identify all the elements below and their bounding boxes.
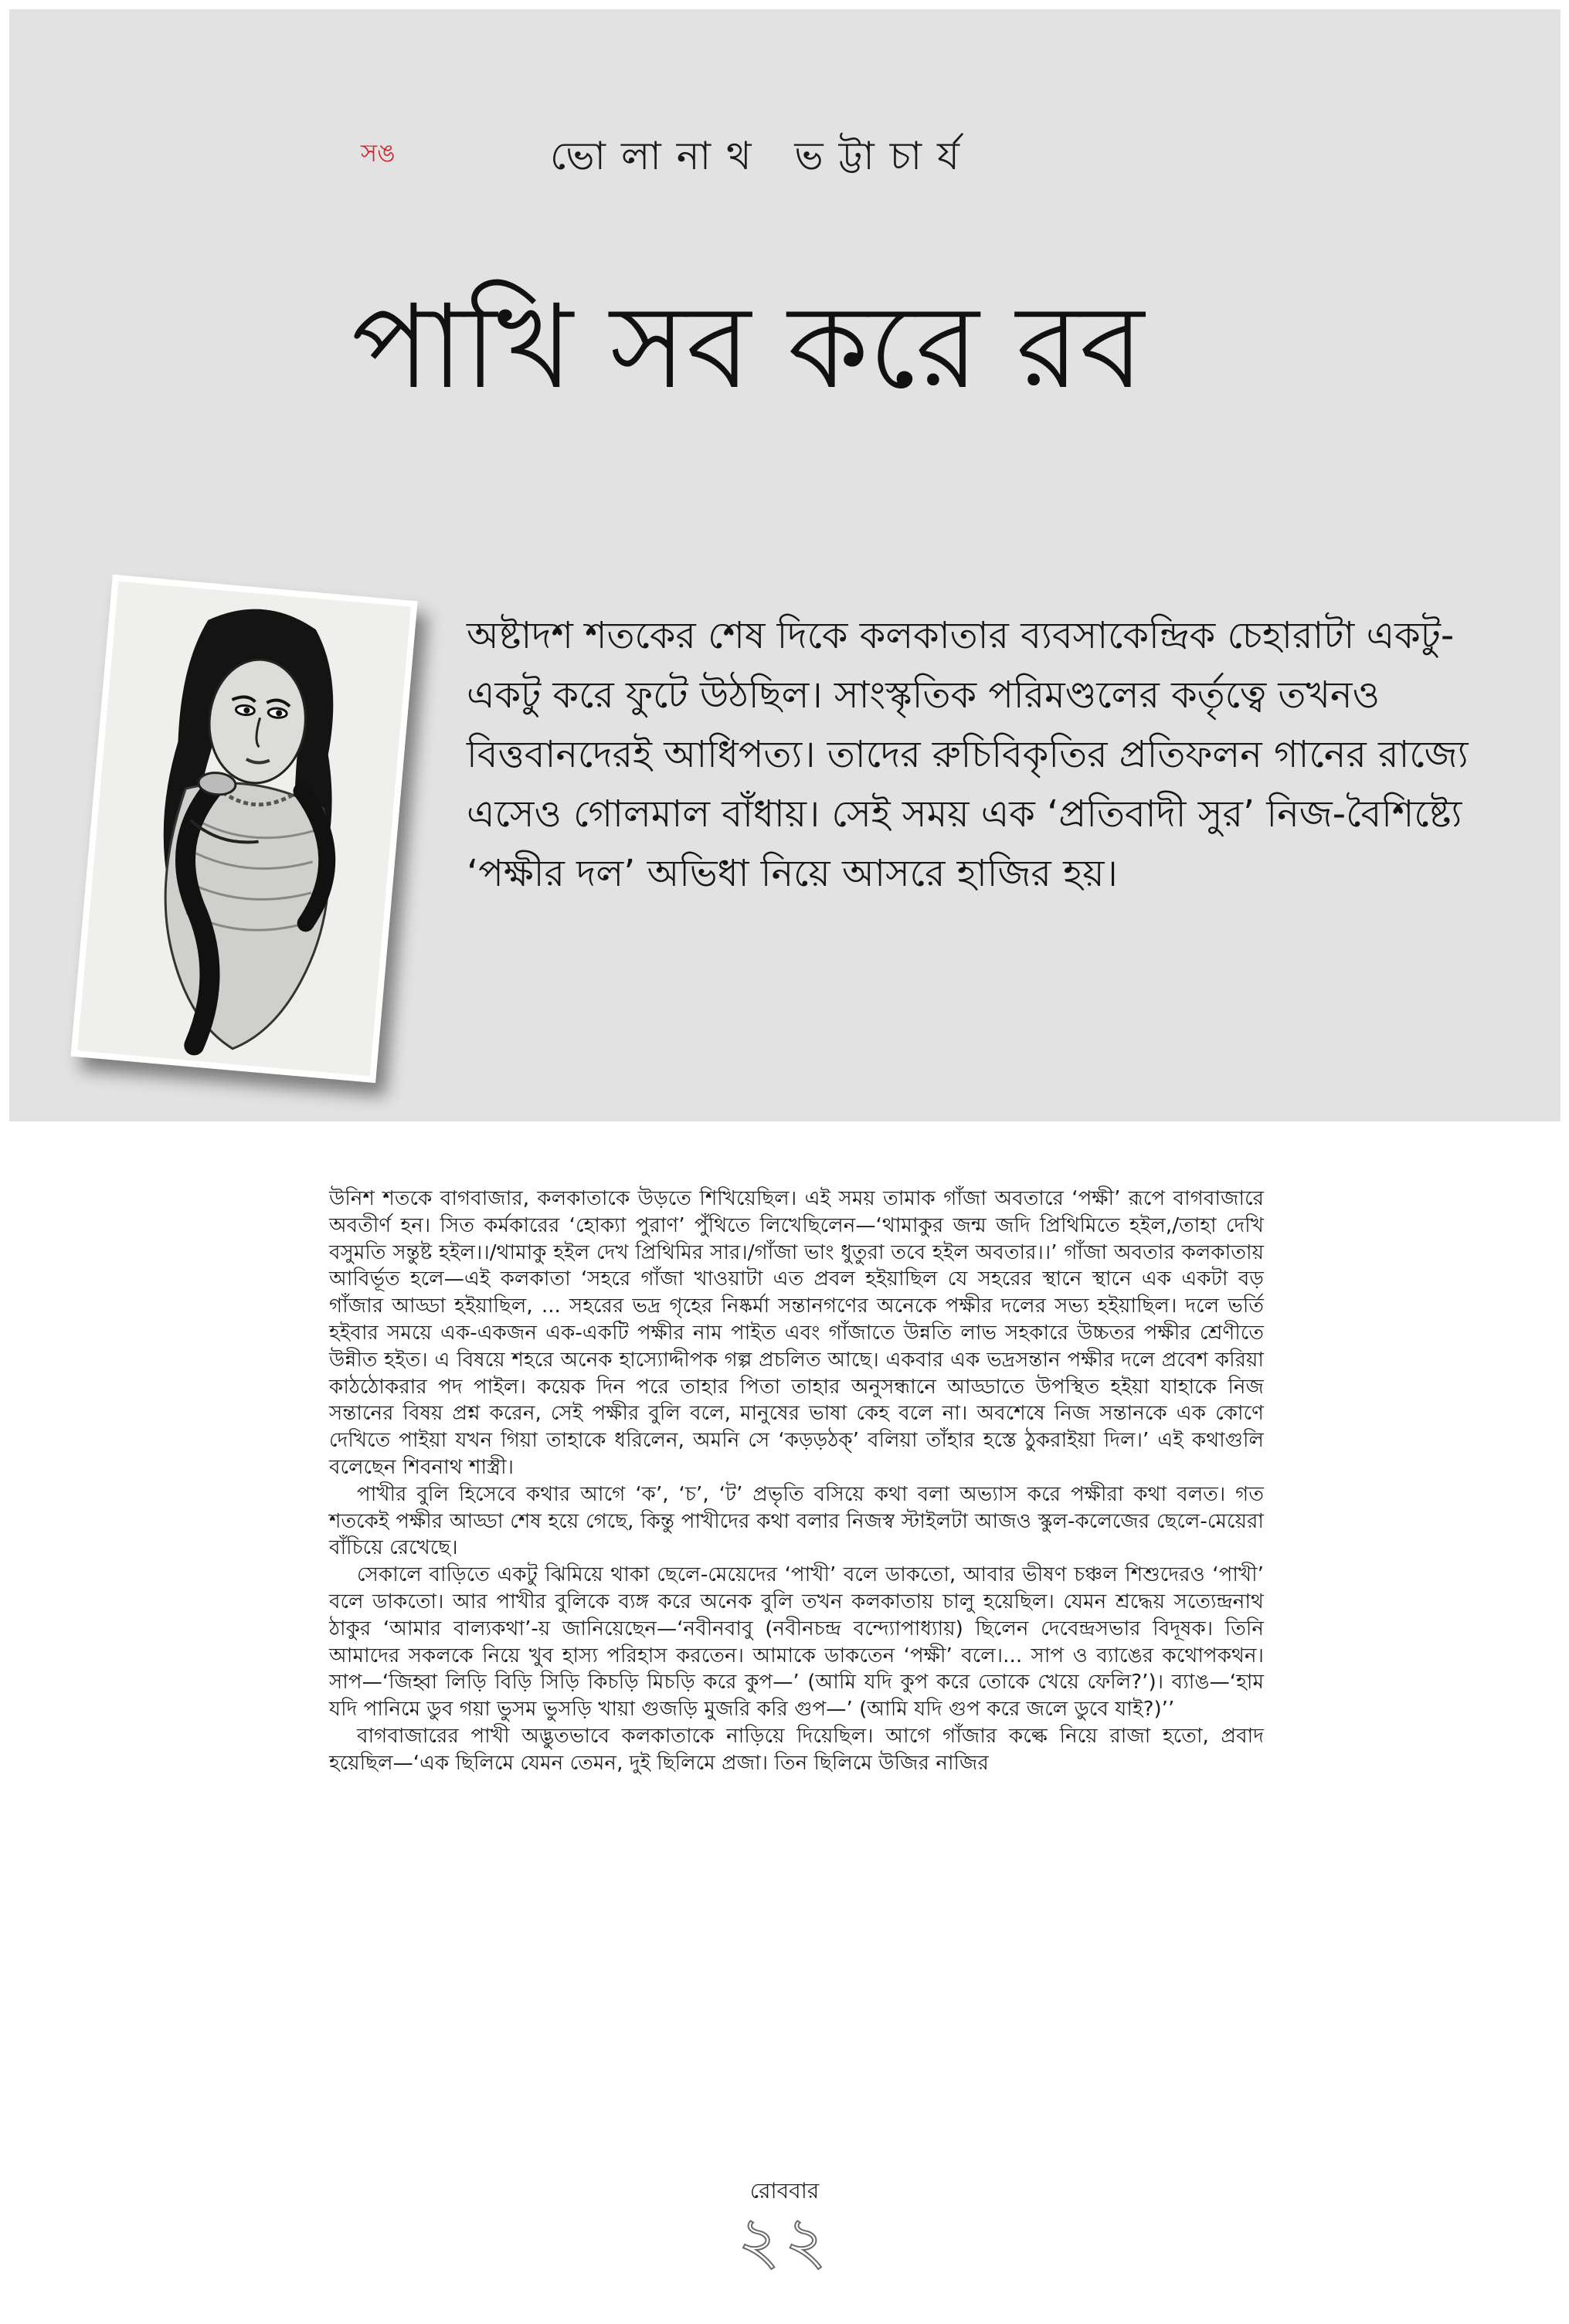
body-paragraph-2: পাখীর বুলি হিসেবে কথার আগে ‘ক’, ‘চ’, ‘ট’ প্রভৃতি বসিয়ে কথা বলা অভ্যাস করে পক্ষীরা কথা বলত। গত শতকেই পক্ষীর আড্ডা শেষ হয়ে গেছে, কিন্তু পাখীদের কথা বলার নিজস্ব স্টাইলটা আজও স্কুল-কলেজের ছেলে-মেয়েরা বাঁচিয়ে রেখেছে। [329,1482,1264,1560]
article-body [329,1186,1264,1777]
page-number: ২২ [737,2203,832,2278]
kalighat-painting-photo [70,575,417,1083]
intro-paragraph: অষ্টাদশ শতকের শেষ দিকে কলকাতার ব্যবসাকেন্দ্রিক চেহারাটা একটু-একটু করে ফুটে উঠছিল। সাংস্কৃতিক পরিমণ্ডলের কর্তৃত্বে তখনও বিত্তবানদেরই আধিপত্য। তাদের রুচিবিকৃতির প্রতিফলন গানের রাজ্যে এসেও গোলমাল বাঁধায়। সেই সময় এক ‘প্রতিবাদী সুর’ নিজ-বৈশিষ্ট্যে ‘পক্ষীর দল’ অভিধা নিয়ে আসরে হাজির হয়। [467,614,1469,895]
section-tag: সঙ [361,138,396,168]
body-paragraph-4: বাগবাজারের পাখী অদ্ভুতভাবে কলকাতাকে নাড়িয়ে দিয়েছিল। আগে গাঁজার কল্কে নিয়ে রাজা হতো, প্রবাদ হয়েছিল—‘এক ছিলিমে যেমন তেমন, দুই ছিলিমে প্রজা। তিন ছিলিমে উজির নাজির [329,1724,1264,1775]
painting-illustration [77,582,411,1077]
article-title: পাখি সব করে রব [351,280,1145,415]
author-name: ভোলানাথ ভট্টাচার্য [550,134,975,178]
magazine-name: রোববার [749,2178,820,2204]
body-paragraph-3: সেকালে বাড়িতে একটু ঝিমিয়ে থাকা ছেলে-মেয়েদের ‘পাখী’ বলে ডাকতো, আবার ভীষণ চঞ্চল শিশুদেরও ‘পাখী’ বলে ডাকতো। আর পাখীর বুলিকে ব্যঙ্গ করে অনেক বুলি তখন কলকাতায় চালু হয়েছিল। যেমন শ্রদ্ধেয় সত্যেন্দ্রনাথ ঠাকুর ‘আমার বাল্যকথা’-য় জানিয়েছেন—‘নবীনবাবু (নবীনচন্দ্র বন্দ্যোপাধ্যায়) ছিলেন দেবেন্দ্রসভার বিদূষক। তিনি আমাদের সকলকে নিয়ে খুব হাস্য পরিহাস করতেন। আমাকে ডাকতেন ‘পক্ষী’ বলে।... সাপ ও ব্যাঙের কথোপকথন। সাপ—‘জিহ্বা লিড়ি বিড়ি সিড়ি কিচড়ি মিচড়ি করে কুপ—’ (আমি যদি কুপ করে তোকে খেয়ে ফেলি?’)। ব্যাঙ—‘হাম যদি পানিমে ডুব গয়া ভুসম ভুসড়ি খায়া গুজড়ি মুজরি করি গুপ—’ (আমি যদি গুপ করে জলে ডুবে যাই?)’’ [329,1563,1264,1722]
body-paragraph-1: উনিশ শতকে বাগবাজার, কলকাতাকে উড়তে শিখিয়েছিল। এই সময় তামাক গাঁজা অবতারে ‘পক্ষী’ রূপে বাগবাজারে অবতীর্ণ হন। সিত কর্মকারের ‘হোক্যা পুরাণ’ পুঁথিতে লিখেছিলেন—‘থামাকুর জন্ম জদি প্রিথিমিতে হইল,/তাহা দেখি বসুমতি সন্তুষ্ট হইল।।/থামাকু হইল দেখ প্রিথিমির সার।/গাঁজা ভাং ধুতুরা তবে হইল অবতার।।’ গাঁজা অবতার কলকাতায় আবির্ভূত হলে—এই কলকাতা ‘সহরে গাঁজা খাওয়াটা এত প্রবল হইয়াছিল যে সহরের স্থানে স্থানে এক একটা বড় গাঁজার আড্ডা হইয়াছিল, ... সহরের ভদ্র গৃহের নিষ্কর্মা সন্তানগণের অনেকে পক্ষীর দলের সভ্য হইয়াছিল। দলে ভর্তি হইবার সময়ে এক-একজন এক-একটি পক্ষীর নাম পাইত এবং গাঁজাতে উন্নতি লাভ সহকারে উচ্চতর পক্ষীর শ্রেণীতে উন্নীত হইত। এ বিষয়ে শহরে অনেক হাস্যোদ্দীপক গল্প প্রচলিত আছে। একবার এক ভদ্রসন্তান পক্ষীর দলে প্রবেশ করিয়া কাঠঠোকরার পদ পাইল। কয়েক দিন পরে তাহার পিতা তাহার অনুসন্ধানে আড্ডাতে উপস্থিত হইয়া যাহাকে নিজ সন্তানের বিষয় প্রশ্ন করেন, সেই পক্ষীর বুলি বলে, মানুষের ভাষা কেহ বলে না। অবশেষে নিজ সন্তানকে এক কোণে দেখিতে পাইয়া যখন গিয়া তাহাকে ধরিলেন, অমনি সে ‘কড়ড়ঠক্’ বলিয়া তাঁহার হস্তে ঠুকরাইয়া দিল।’ এই কথাগুলি বলেছেন শিবনাথ শাস্ত্রী। [329,1187,1264,1479]
